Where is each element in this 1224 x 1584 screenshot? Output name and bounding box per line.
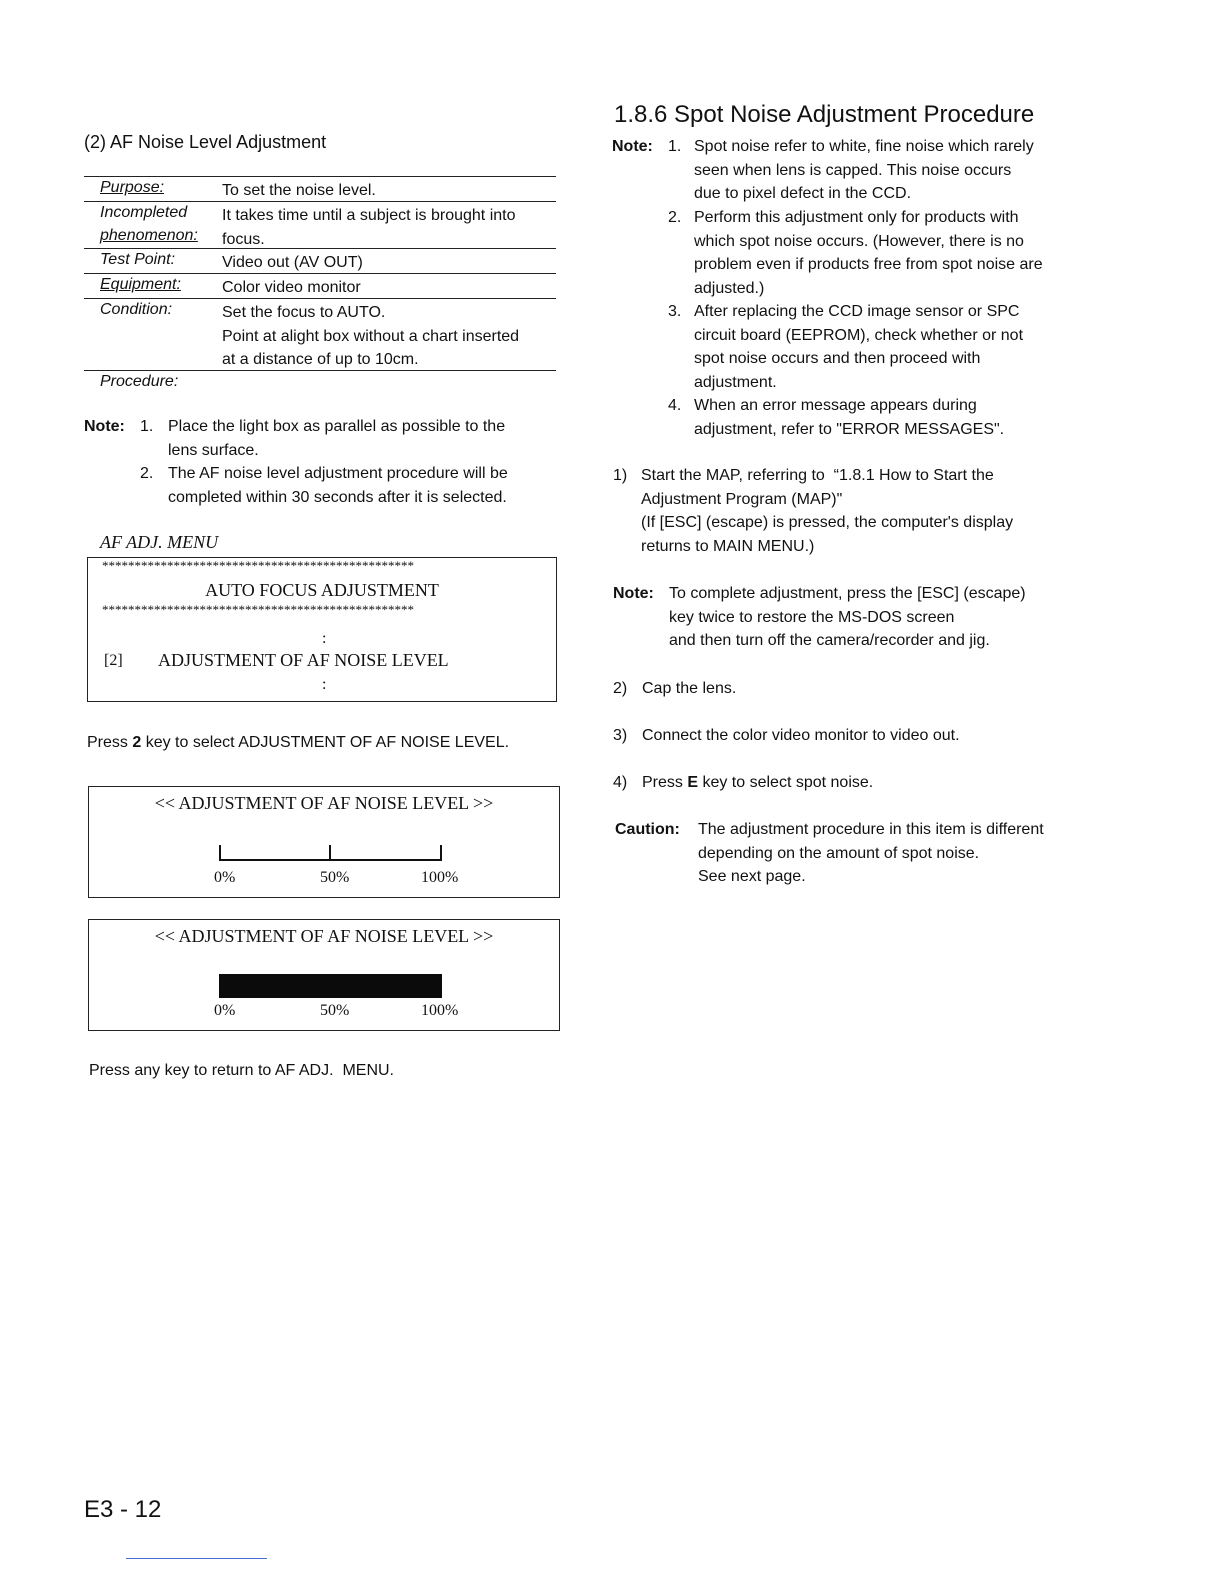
panel-title: << ADJUSTMENT OF AF NOISE LEVEL >> — [154, 793, 494, 813]
spec-row-purpose — [84, 176, 556, 202]
note-item-num: 3. — [668, 303, 682, 320]
instruction-press-2 — [87, 734, 509, 752]
note-item-text: Spot noise refer to white, fine noise which rarely — [694, 138, 1034, 155]
menu-ellipsis-bottom: : — [322, 676, 327, 693]
scale-label-50: 50% — [320, 1002, 350, 1019]
step-num: 4) — [613, 774, 628, 791]
af-menu-heading: AUTO FOCUS ADJUSTMENT — [205, 580, 439, 600]
caution-text: The adjustment procedure in this item is different — [698, 821, 1044, 838]
note-text: key twice to restore the MS-DOS screen — [669, 609, 955, 626]
spec-value-incompleted-line2: focus. — [222, 230, 265, 248]
menu-item-number: [2] — [104, 652, 123, 669]
stars-divider-bottom: ************************************************ — [102, 602, 414, 617]
step-text — [642, 771, 873, 795]
menu-item-af-noise-level[interactable]: ADJUSTMENT OF AF NOISE LEVEL — [158, 650, 449, 670]
spec-label-procedure: Procedure: — [100, 373, 179, 390]
step-text: Adjustment Program (MAP)" — [641, 491, 843, 508]
spec-value-equipment: Color video monitor — [222, 279, 361, 296]
spec-label-condition: Condition: — [100, 301, 173, 318]
note-item-num: 1. — [668, 138, 682, 155]
spec-table — [84, 176, 556, 395]
step-num: 3) — [613, 727, 628, 744]
note-item-text: Place the light box as parallel as possible to the — [168, 418, 506, 435]
note-text: and then turn off the camera/recorder and jig. — [669, 632, 990, 649]
spec-row-equipment — [84, 274, 556, 299]
step-text: Connect the color video monitor to video out. — [642, 727, 960, 744]
page-number: E3 - 12 — [84, 1496, 162, 1523]
scale-label-0: 0% — [214, 1002, 236, 1019]
note-item-text: adjustment, refer to "ERROR MESSAGES". — [694, 421, 1005, 438]
note-item-text: completed within 30 seconds after it is selected. — [168, 489, 507, 506]
noise-level-panel-empty — [88, 786, 560, 898]
spec-value-condition-line1: Set the focus to AUTO. — [222, 304, 386, 321]
scale-label-50: 50% — [320, 869, 350, 886]
note-text: To complete adjustment, press the [ESC] (escape) — [669, 585, 1026, 602]
note-label: Note: — [613, 585, 654, 602]
spec-label-incompleted-line2: phenomenon: — [100, 227, 198, 244]
noise-level-panel-filled — [88, 919, 560, 1031]
footer-rule — [126, 1558, 267, 1559]
note-item-text: When an error message appears during — [694, 397, 977, 414]
scale-baseline — [219, 859, 441, 861]
note-item-text: which spot noise occurs. (However, there is no — [694, 233, 1024, 250]
note-item-num: 4. — [668, 397, 682, 414]
note-item-text: problem even if products free from spot noise are — [694, 256, 1043, 273]
af-menu-screen — [87, 557, 557, 702]
instruction-text: Press — [87, 734, 133, 751]
note-label: Note: — [84, 418, 125, 435]
panel-title: << ADJUSTMENT OF AF NOISE LEVEL >> — [154, 926, 494, 946]
spec-row-condition — [84, 299, 556, 371]
spec-label-equipment: Equipment: — [100, 276, 181, 293]
note-item-text: lens surface. — [168, 442, 259, 459]
note-item-text: due to pixel defect in the CCD. — [694, 185, 912, 202]
note-item-num: 2. — [668, 209, 682, 226]
key-e: E — [687, 774, 699, 791]
spec-row-procedure — [84, 371, 556, 395]
af-menu-title: AF ADJ. MENU — [100, 532, 219, 552]
section-title-af-noise: (2) AF Noise Level Adjustment — [84, 132, 327, 152]
note-item-text: adjustment. — [694, 374, 777, 391]
step-text: Cap the lens. — [642, 680, 737, 697]
scale-label-0: 0% — [214, 869, 236, 886]
key-2: 2 — [132, 734, 142, 751]
note-item-num: 1. — [140, 418, 154, 435]
caution-text: depending on the amount of spot noise. — [698, 845, 980, 862]
spec-value-condition-line3: at a distance of up to 10cm. — [222, 351, 419, 368]
note-item-num: 2. — [140, 465, 154, 482]
note-item-text: Perform this adjustment only for products with — [694, 209, 1019, 226]
caution-text: See next page. — [698, 868, 806, 885]
scale-label-100: 100% — [421, 869, 459, 886]
note-item-text: seen when lens is capped. This noise occurs — [694, 162, 1012, 179]
spec-label-incompleted-line1: Incompleted — [100, 204, 188, 221]
step-num: 2) — [613, 680, 628, 697]
instruction-text: key to select ADJUSTMENT OF AF NOISE LEVEL. — [141, 734, 510, 751]
note-item-text: After replacing the CCD image sensor or SPC — [694, 303, 1020, 320]
step-text-prefix: Press — [642, 774, 688, 791]
note-item-text: circuit board (EEPROM), check whether or not — [694, 327, 1024, 344]
level-bar-track — [219, 974, 442, 998]
note-item-text: The AF noise level adjustment procedure will be — [168, 465, 508, 482]
spec-row-incompleted — [84, 202, 556, 249]
instruction-press-any-key: Press any key to return to AF ADJ. MENU. — [89, 1062, 394, 1079]
step-text: (If [ESC] (escape) is pressed, the computer's display — [641, 514, 1014, 531]
note-item-text: adjusted.) — [694, 280, 765, 297]
section-title-spot-noise: 1.8.6 Spot Noise Adjustment Procedure — [614, 101, 1035, 128]
note-label: Note: — [612, 138, 653, 155]
spec-value-condition-line2: Point at alight box without a chart inserted — [222, 327, 520, 345]
level-bar-fill — [219, 974, 442, 998]
spec-value-incompleted-line1: It takes time until a subject is brought into — [222, 207, 516, 224]
spec-label-test-point: Test Point: — [100, 251, 176, 268]
step-text: Start the MAP, referring to “1.8.1 How to Start the — [641, 467, 994, 484]
note-item-text: spot noise occurs and then proceed with — [694, 350, 981, 367]
step-text: returns to MAIN MENU.) — [641, 538, 815, 555]
menu-ellipsis-top: : — [322, 630, 327, 647]
caution-label: Caution: — [615, 821, 680, 838]
spec-label-purpose: Purpose: — [100, 179, 165, 196]
step-text-suffix: key to select spot noise. — [698, 774, 874, 791]
spec-row-test-point — [84, 249, 556, 274]
spec-value-test-point: Video out (AV OUT) — [222, 254, 363, 271]
spec-value-purpose: To set the noise level. — [222, 182, 376, 199]
scale-label-100: 100% — [421, 1002, 459, 1019]
step-num: 1) — [613, 467, 628, 484]
stars-divider-top: ************************************************ — [102, 558, 414, 573]
